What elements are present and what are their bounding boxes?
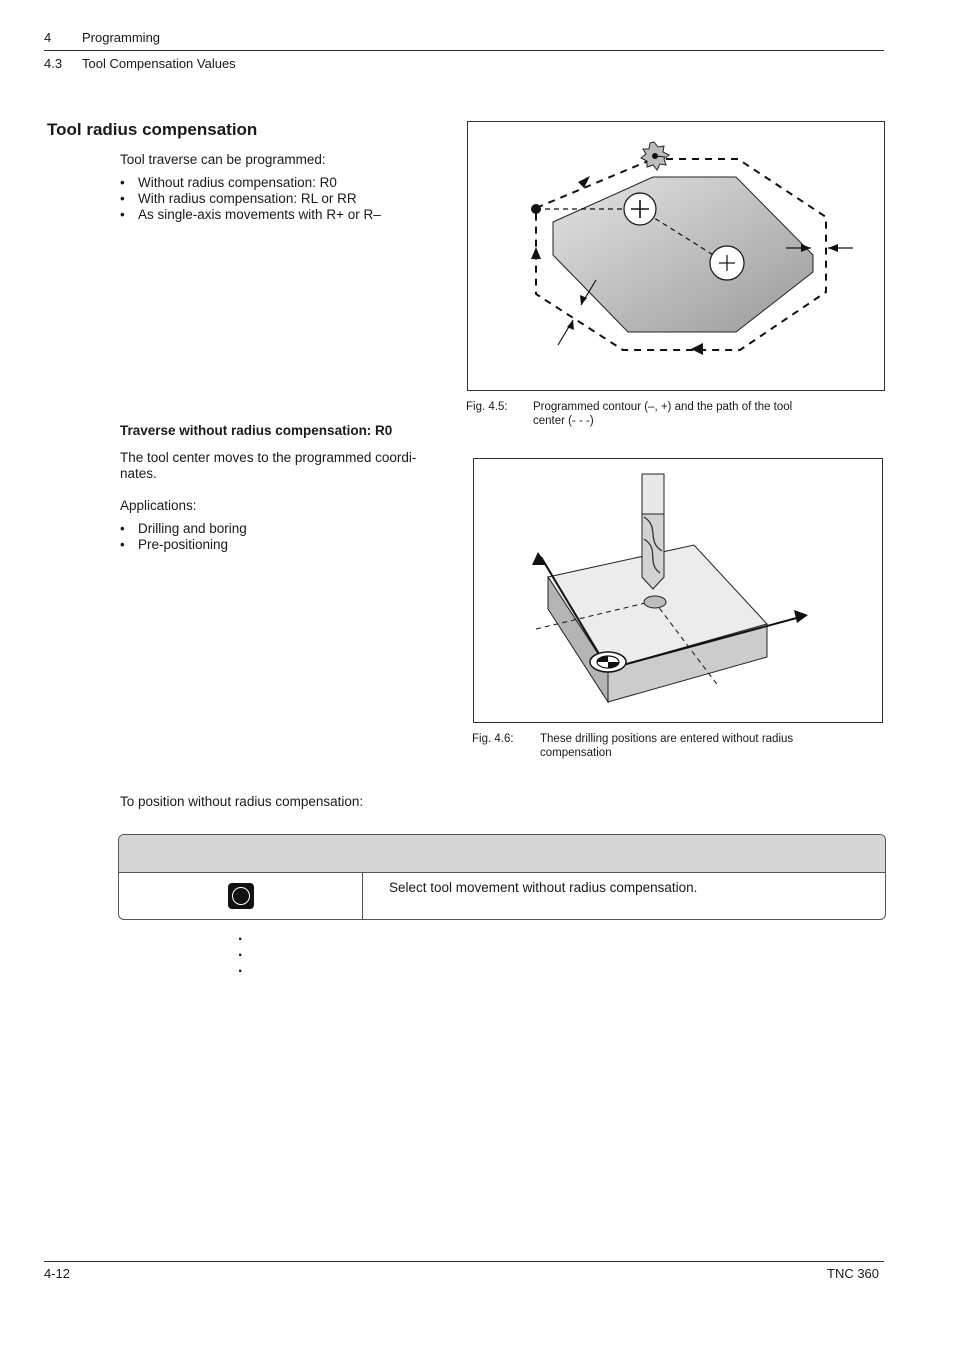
origin-marker-icon [590, 652, 626, 672]
list-item: • With radius compensation: RL or RR [120, 191, 381, 207]
key-cell [119, 873, 363, 919]
list-item: • Without radius compensation: R0 [120, 175, 381, 191]
list-item: • Pre-positioning [120, 537, 247, 553]
list-item: • Drilling and boring [120, 521, 247, 537]
section-number: 4.3 [44, 56, 63, 71]
body-text: nates. [120, 466, 157, 481]
drilling-diagram [474, 459, 882, 722]
table-header [119, 835, 885, 873]
figure-caption: Programmed contour (–, +) and the path of the tool [533, 401, 793, 413]
axis-arrow-icon [794, 610, 808, 623]
applications-list [120, 521, 247, 553]
page-title: Tool radius compensation [47, 120, 258, 139]
offset-arrow-icon [828, 244, 838, 252]
compensation-options-list [120, 175, 381, 223]
product-name: TNC 360 [827, 1266, 880, 1281]
milling-cutter-icon [641, 142, 669, 170]
procedure-table [118, 834, 886, 920]
figure-caption: compensation [540, 747, 612, 759]
figure-caption: These drilling positions are entered without radius [540, 733, 794, 745]
workpiece-contour [553, 177, 813, 332]
drill-bit-icon [642, 474, 664, 589]
header-rule [44, 50, 884, 51]
step-description: Select tool movement without radius compensation. [389, 880, 698, 895]
figure-number: Fig. 4.5: [466, 401, 508, 413]
chapter-number: 4 [44, 30, 52, 45]
page-number: 4-12 [44, 1266, 71, 1281]
list-item: • As single-axis movements with R+ or R– [120, 207, 381, 223]
subsection-title: Traverse without radius compensation: R0 [120, 423, 393, 438]
axis-arrow-icon [532, 552, 547, 565]
figure-number: Fig. 4.6: [472, 733, 514, 745]
intro-text: Tool traverse can be programmed: [120, 152, 326, 167]
start-point-icon [531, 204, 541, 214]
body-text: The tool center moves to the programmed coordi- [120, 450, 417, 465]
figure-contour [467, 121, 885, 391]
continuation-dots: . . . [238, 927, 243, 976]
r0-key-icon [228, 883, 254, 909]
applications-label: Applications: [120, 498, 197, 513]
path-arrow-icon [531, 247, 541, 259]
footer-rule [44, 1261, 884, 1262]
section-title: Tool Compensation Values [82, 56, 236, 71]
procedure-intro: To position without radius compensation: [120, 794, 364, 809]
figure-drilling [473, 458, 883, 723]
drill-hole [644, 596, 666, 608]
path-arrow-icon [691, 343, 703, 355]
figure-caption: center (- - -) [533, 415, 594, 427]
chapter-title: Programming [82, 30, 161, 45]
contour-diagram [468, 122, 884, 390]
